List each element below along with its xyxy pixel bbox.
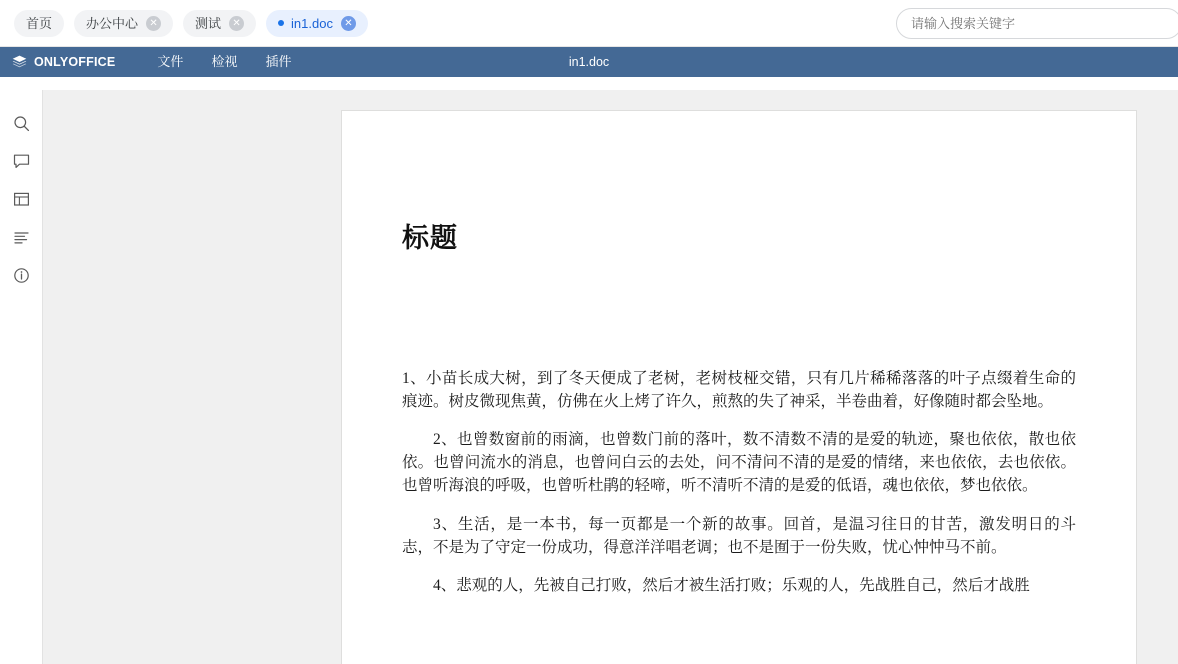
tab-office-center[interactable]	[74, 10, 173, 37]
info-icon[interactable]	[6, 260, 36, 290]
paragraph-4: 4、悲观的人，先被自己打败，然后才被生活打败；乐观的人，先战胜自己，然后才战胜	[433, 577, 1030, 594]
tab-label: 首页	[26, 15, 53, 31]
paragraph-marks-icon[interactable]	[6, 222, 36, 252]
menu-item-plugins[interactable]: 插件	[265, 54, 292, 69]
paragraph-2: 2、也曾数窗前的雨滴，也曾数门前的落叶，数不清数不清的是爱的轨迹，聚也依依，散也依依。也曾问流水的消息，也曾问白云的去处，问不清问不清的是爱的情绪，来也依依，去也依依。也曾听海浪的呼吸，也曾听杜鹃的轻啼，听不清听不清的是爱的低语，魂也依依，梦也依依。	[402, 431, 1076, 494]
comment-icon[interactable]	[6, 146, 36, 176]
left-toolbar-rail	[0, 90, 43, 664]
paragraph-1: 1、小苗长成大树，到了冬天便成了老树，老树枝桠交错，只有几片稀稀落落的叶子点缀着生命的痕迹。树皮微现焦黄，仿佛在火上烤了许久，煎熬的失了神采，半卷曲着，好像随时都会坠地。	[402, 369, 1076, 410]
tab-home[interactable]	[14, 10, 64, 37]
document-body[interactable]	[342, 111, 1136, 597]
tab-label: 测试	[195, 15, 222, 31]
heading-spacer	[402, 255, 1076, 351]
headings-icon[interactable]	[6, 184, 36, 214]
editor-header	[0, 47, 1178, 77]
editor-menu-bar	[143, 47, 305, 77]
modified-dot-icon	[278, 20, 284, 26]
document-title: in1.doc	[568, 55, 610, 69]
document-heading: 标题	[402, 223, 458, 253]
tab-in1-doc[interactable]	[266, 10, 368, 37]
browser-tab-bar	[0, 0, 1178, 47]
paragraph-3: 3、生活，是一本书，每一页都是一个新的故事。回首，是温习往日的甘苦，激发明日的斗志，不是为了守定一份成功，得意洋洋唱老调；也不是囿于一份失败，忧心忡忡马不前。	[402, 515, 1076, 556]
search-input[interactable]	[896, 8, 1178, 39]
layers-icon	[12, 55, 27, 70]
search-icon[interactable]	[6, 108, 36, 138]
menu-item-file[interactable]: 文件	[157, 54, 184, 69]
menu-item-view[interactable]: 检视	[211, 54, 238, 69]
editor-canvas[interactable]	[43, 90, 1178, 664]
brand-label: ONLYOFFICE	[34, 55, 116, 69]
document-page[interactable]	[341, 110, 1137, 664]
close-icon[interactable]: ✕	[229, 16, 244, 31]
close-icon[interactable]: ✕	[146, 16, 161, 31]
tab-label: 办公中心	[86, 15, 139, 31]
tab-label: in1.doc	[291, 15, 333, 31]
tab-test[interactable]	[183, 10, 256, 37]
onlyoffice-logo	[12, 55, 115, 70]
close-icon[interactable]: ✕	[341, 16, 356, 31]
